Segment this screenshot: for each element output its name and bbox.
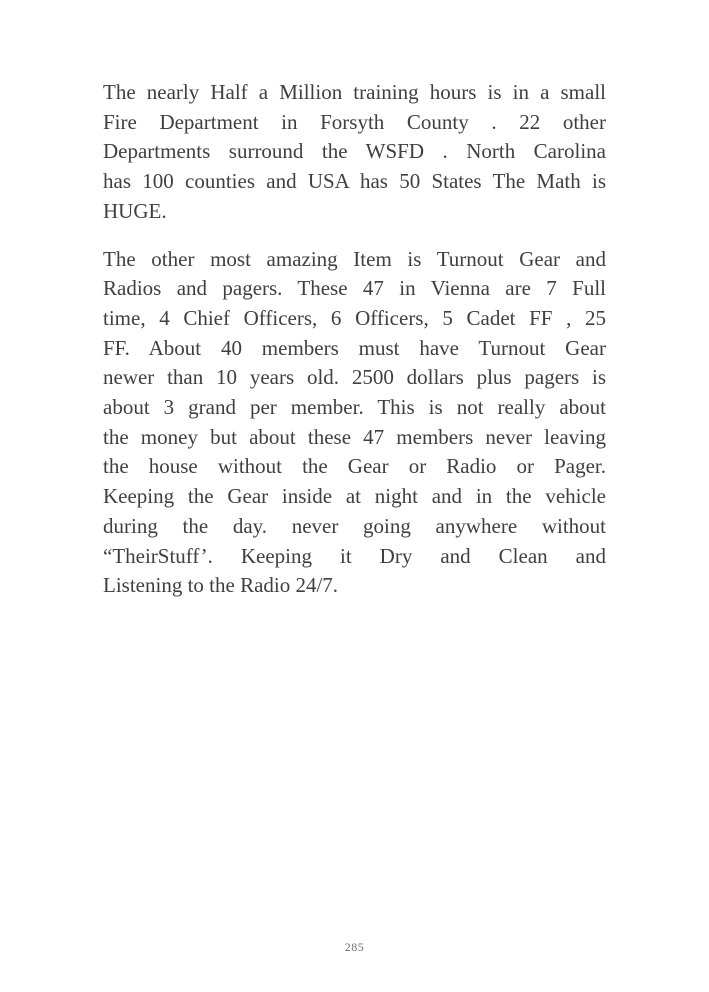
- text-line: has 100 counties and USA has 50 States The Math is: [103, 169, 606, 194]
- text-line: about 3 grand per member. This is not really about: [103, 395, 606, 420]
- body-paragraph: [103, 245, 606, 601]
- text-line: Fire Department in Forsyth County . 22 other: [103, 109, 606, 134]
- text-line: Listening to the Radio 24/7.: [103, 573, 339, 598]
- text-line: the house without the Gear or Radio or Pager.: [103, 454, 606, 479]
- text-line: Keeping the Gear inside at night and in the vehicle: [103, 484, 606, 509]
- text-line: The other most amazing Item is Turnout Gear and: [103, 246, 606, 271]
- text-line: The nearly Half a Million training hours is in a small: [103, 80, 606, 104]
- text-line: time, 4 Chief Officers, 6 Officers, 5 Cadet FF , 25: [103, 305, 606, 330]
- text-line: Radios and pagers. These 47 in Vienna are 7 Full: [103, 276, 606, 301]
- text-line: the money but about these 47 members never leaving: [103, 424, 606, 449]
- text-block: [103, 78, 606, 601]
- text-line: Departments surround the WSFD . North Carolina: [103, 139, 606, 164]
- text-line: HUGE.: [103, 198, 167, 223]
- text-line: “TheirStuff’. Keeping it Dry and Clean and: [103, 543, 606, 568]
- page-number: 285: [344, 940, 365, 954]
- text-line: during the day. never going anywhere without: [103, 513, 606, 538]
- body-paragraph: [103, 78, 606, 227]
- text-line: FF. About 40 members must have Turnout Gear: [103, 335, 606, 360]
- text-line: newer than 10 years old. 2500 dollars plus pagers is: [103, 365, 606, 390]
